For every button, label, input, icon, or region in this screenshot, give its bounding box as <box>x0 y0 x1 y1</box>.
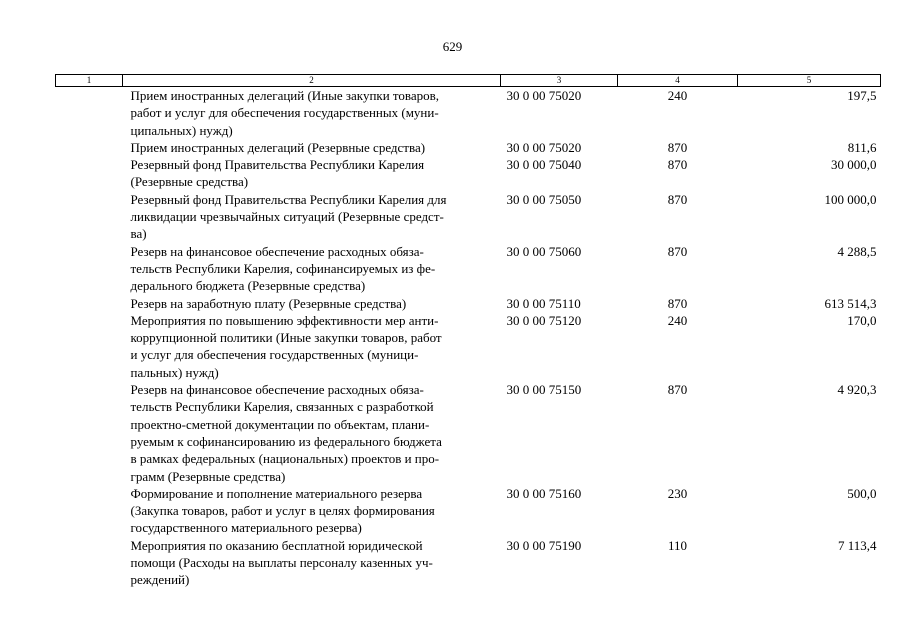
header-cell-5: 5 <box>738 75 881 87</box>
amount-cell: 7 113,4 <box>837 537 877 553</box>
description-line: Резервный фонд Правительства Республики Карелия <box>130 157 425 173</box>
table-row <box>56 139 881 156</box>
description-line: Резерв на финансовое обеспечение расходных обяза- <box>130 243 424 259</box>
row-number-cell <box>56 537 123 589</box>
description-line: проектно-сметной документации по объектам, плани- <box>130 416 430 432</box>
row-number-cell <box>56 243 123 295</box>
header-cell-1: 1 <box>56 75 123 87</box>
row-number-cell <box>56 87 123 139</box>
table-row <box>56 295 881 312</box>
amount-cell: 30 000,0 <box>831 157 877 173</box>
description-line: ципальных) нужд) <box>130 122 233 138</box>
target-code-cell: 30 0 00 75120 <box>506 312 582 328</box>
target-code-cell: 30 0 00 75050 <box>506 191 582 207</box>
description-cell <box>123 381 501 485</box>
description-line: Резерв на заработную плату (Резервные средства) <box>130 295 407 311</box>
description-line: реждений) <box>130 572 190 588</box>
target-code-cell: 30 0 00 75040 <box>506 157 582 173</box>
table-row <box>56 191 881 243</box>
description-line: и услуг для обеспечения государственных (муници- <box>130 347 419 363</box>
header-row <box>56 75 881 87</box>
description-line: работ и услуг для обеспечения государственных (муни- <box>130 105 439 121</box>
table-row <box>56 156 881 191</box>
target-code-cell: 30 0 00 75190 <box>506 537 582 553</box>
expense-type-cell: 870 <box>667 157 688 173</box>
description-cell <box>123 156 501 191</box>
amount-cell: 170,0 <box>847 312 877 328</box>
description-cell <box>123 485 501 537</box>
expense-type-cell: 110 <box>667 537 688 553</box>
table-row <box>56 381 881 485</box>
expense-type-cell: 870 <box>667 191 688 207</box>
description-cell <box>123 537 501 589</box>
description-cell <box>123 191 501 243</box>
target-code-cell: 30 0 00 75020 <box>506 88 582 103</box>
table-row <box>56 312 881 381</box>
description-line: (Закупка товаров, работ и услуг в целях формирования <box>130 503 435 519</box>
target-code-cell: 30 0 00 75110 <box>506 295 581 311</box>
description-line: Формирование и пополнение материального резерва <box>130 485 423 501</box>
target-code-cell: 30 0 00 75060 <box>506 243 582 259</box>
description-line: ликвидации чрезвычайных ситуаций (Резервные средст- <box>130 209 444 225</box>
budget-table <box>55 74 881 589</box>
amount-cell: 100 000,0 <box>824 191 877 207</box>
expense-type-cell: 870 <box>667 243 688 259</box>
target-code-cell: 30 0 00 75150 <box>506 382 582 398</box>
expense-type-cell: 870 <box>667 382 688 398</box>
description-line: в рамках федеральных (национальных) проектов и про- <box>130 451 440 467</box>
description-line: Прием иностранных делегаций (Резервные средства) <box>130 139 426 155</box>
description-cell <box>123 295 501 312</box>
header-cell-3: 3 <box>501 75 618 87</box>
expense-type-cell: 870 <box>667 139 688 155</box>
amount-cell: 500,0 <box>847 485 877 501</box>
row-number-cell <box>56 295 123 312</box>
table-row <box>56 537 881 589</box>
description-line: Мероприятия по повышению эффективности мер анти- <box>130 312 439 328</box>
table-row <box>56 243 881 295</box>
description-line: Резерв на финансовое обеспечение расходных обяза- <box>130 382 424 398</box>
header-cell-2: 2 <box>123 75 501 87</box>
description-line: пальных) нужд) <box>130 364 219 380</box>
description-line: дерального бюджета (Резервные средства) <box>130 278 366 294</box>
amount-cell: 811,6 <box>847 139 877 155</box>
description-cell <box>123 312 501 381</box>
description-line: тельств Республики Карелия, связанных с разработкой <box>130 399 434 415</box>
description-cell <box>123 243 501 295</box>
header-cell-4: 4 <box>618 75 738 87</box>
description-line: помощи (Расходы на выплаты персоналу казенных уч- <box>130 555 433 571</box>
row-number-cell <box>56 381 123 485</box>
table-body <box>56 87 881 589</box>
description-line: Прием иностранных делегаций (Иные закупки товаров, <box>130 88 440 103</box>
row-number-cell <box>56 191 123 243</box>
expense-type-cell: 870 <box>667 295 688 311</box>
description-cell <box>123 87 501 139</box>
expense-type-cell: 240 <box>667 312 688 328</box>
row-number-cell <box>56 312 123 381</box>
row-number-cell <box>56 139 123 156</box>
description-line: Мероприятия по оказанию бесплатной юридической <box>130 537 423 553</box>
description-line: тельств Республики Карелия, софинансируемых из фе- <box>130 260 436 276</box>
table-row <box>56 485 881 537</box>
amount-cell: 4 920,3 <box>837 382 877 398</box>
description-line: (Резервные средства) <box>130 174 249 190</box>
amount-cell: 197,5 <box>847 88 877 103</box>
description-cell <box>123 139 501 156</box>
page-number: 629 <box>442 39 463 54</box>
description-line: грамм (Резервные средства) <box>130 468 286 484</box>
expense-type-cell: 240 <box>667 88 688 103</box>
description-line: ва) <box>130 226 147 242</box>
target-code-cell: 30 0 00 75020 <box>506 139 582 155</box>
row-number-cell <box>56 156 123 191</box>
description-line: Резервный фонд Правительства Республики Карелия для <box>130 191 447 207</box>
description-line: государственного материального резерва) <box>130 520 362 536</box>
amount-cell: 4 288,5 <box>837 243 877 259</box>
amount-cell: 613 514,3 <box>824 295 877 311</box>
description-line: руемым к софинансированию из федерального бюджета <box>130 433 442 449</box>
row-number-cell <box>56 485 123 537</box>
expense-type-cell: 230 <box>667 485 688 501</box>
table-row <box>56 87 881 139</box>
description-line: коррупционной политики (Иные закупки товаров, работ <box>130 330 442 346</box>
target-code-cell: 30 0 00 75160 <box>506 485 582 501</box>
